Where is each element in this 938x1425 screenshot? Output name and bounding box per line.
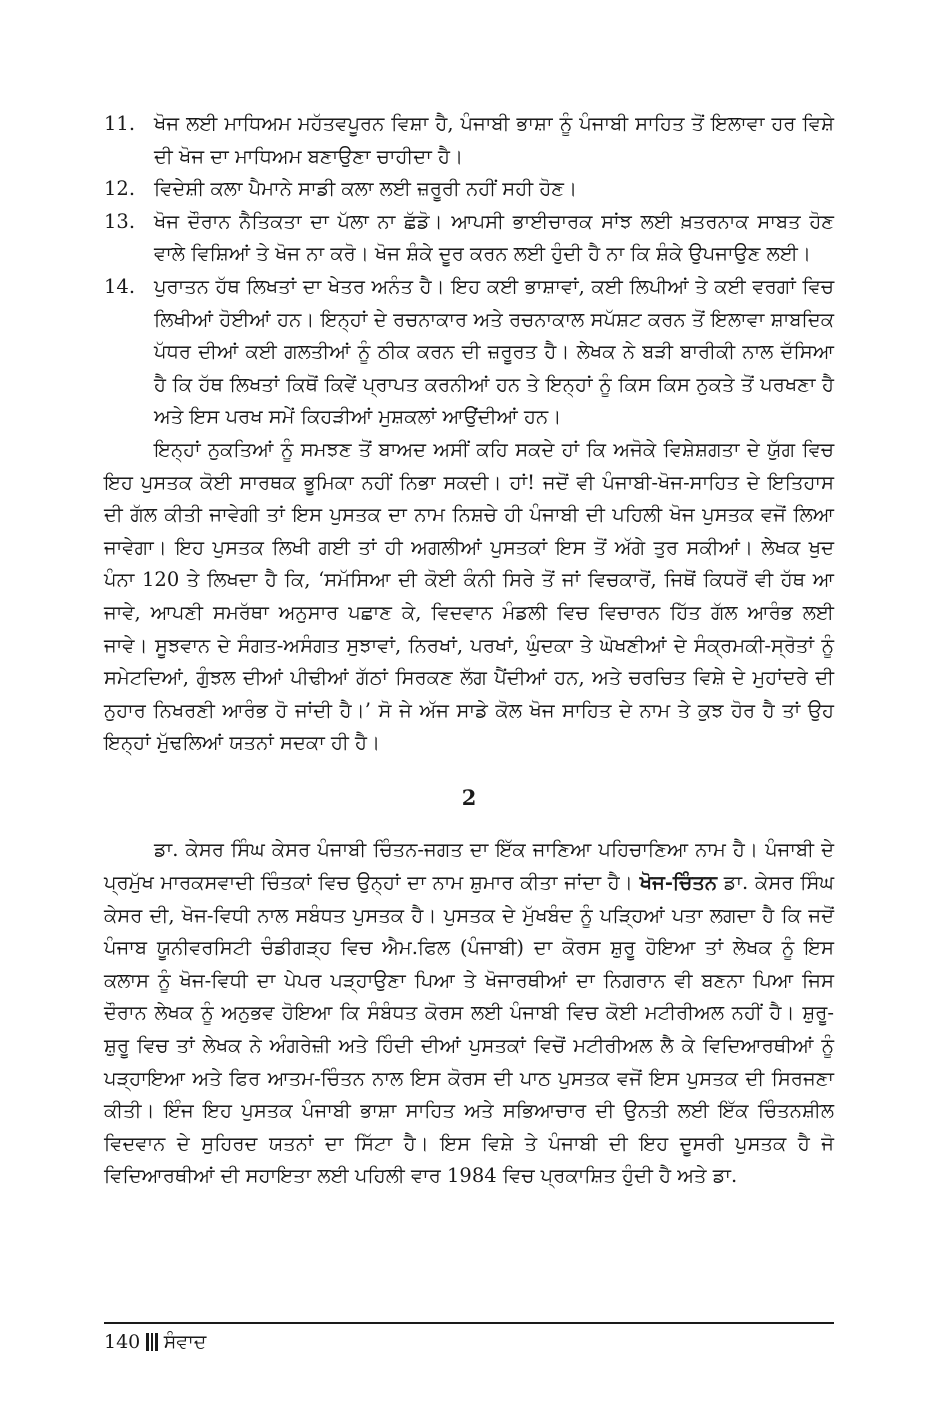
- paragraph-text-start: ਡਾ. ਕੇਸਰ ਸਿੰਘ ਕੇਸਰ ਪੰਜਾਬੀ ਚਿੰਤਨ-ਜਗਤ ਦਾ ਇੱਕ ਜਾਣਿਆ ਪਹਿਚਾਣਿਆ ਨਾਮ ਹੈ। ਪੰਜਾਬੀ ਦੇ ਪ੍ਰਮੁੱਖ ਮਾਰਕਸਵਾਦੀ ਚਿੰਤਕਾਂ ਵਿਚ ਉਨ੍ਹਾਂ ਦਾ ਨਾਮ ਸ਼ੁਮਾਰ ਕੀਤਾ ਜਾਂਦਾ ਹੈ।: [104, 838, 834, 895]
- book-title-bold: ਖੋਜ-ਚਿੰਤਨ: [639, 871, 718, 895]
- list-item-13: [104, 206, 834, 271]
- body-paragraph-1: ਇਨ੍ਹਾਂ ਨੁਕਤਿਆਂ ਨੂੰ ਸਮਝਣ ਤੋਂ ਬਾਅਦ ਅਸੀਂ ਕਹਿ ਸਕਦੇ ਹਾਂ ਕਿ ਅਜੋਕੇ ਵਿਸ਼ੇਸ਼ਗਤਾ ਦੇ ਯੁੱਗ ਵਿਚ ਇਹ ਪੁਸਤਕ ਕੋਈ ਸਾਰਥਕ ਭੂਮਿਕਾ ਨਹੀਂ ਨਿਭਾ ਸਕਦੀ। ਹਾਂ! ਜਦੋਂ ਵੀ ਪੰਜਾਬੀ-ਖੋਜ-ਸਾਹਿਤ ਦੇ ਇਤਿਹਾਸ ਦੀ ਗੱਲ ਕੀਤੀ ਜਾਵੇਗੀ ਤਾਂ ਇਸ ਪੁਸਤਕ ਦਾ ਨਾਮ ਨਿਸ਼ਚੇ ਹੀ ਪੰਜਾਬੀ ਦੀ ਪਹਿਲੀ ਖੋਜ ਪੁਸਤਕ ਵਜੋਂ ਲਿਆ ਜਾਵੇਗਾ। ਇਹ ਪੁਸਤਕ ਲਿਖੀ ਗਈ ਤਾਂ ਹੀ ਅਗਲੀਆਂ ਪੁਸਤਕਾਂ ਇਸ ਤੋਂ ਅੱਗੇ ਤੁਰ ਸਕੀਆਂ। ਲੇਖਕ ਖੁਦ ਪੰਨਾ 120 ਤੇ ਲਿਖਦਾ ਹੈ ਕਿ, ‘ਸਮੱਸਿਆ ਦੀ ਕੋਈ ਕੰਨੀ ਸਿਰੇ ਤੋਂ ਜਾਂ ਵਿਚਕਾਰੋਂ, ਜਿਥੋਂ ਕਿਧਰੋਂ ਵੀ ਹੱਥ ਆ ਜਾਵੇ, ਆਪਣੀ ਸਮਰੱਥਾ ਅਨੁਸਾਰ ਪਛਾਣ ਕੇ, ਵਿਦਵਾਨ ਮੰਡਲੀ ਵਿਚ ਵਿਚਾਰਨ ਹਿੱਤ ਗੱਲ ਆਰੰਭ ਲਈ ਜਾਵੇ। ਸੂਝਵਾਨ ਦੇ ਸੰਗਤ-ਅਸੰਗਤ ਸੁਝਾਵਾਂ, ਨਿਰਖਾਂ, ਪਰਖਾਂ, ਘੁੰਦਕਾ ਤੇ ਘੋਖਣੀਆਂ ਦੇ ਸੰਕ੍ਰਮਕੀ-ਸ੍ਰੋਤਾਂ ਨੂੰ ਸਮੇਟਦਿਆਂ, ਗੁੰਝਲ ਦੀਆਂ ਪੀਢੀਆਂ ਗੱਠਾਂ ਸਿਰਕਣ ਲੱਗ ਪੈਂਦੀਆਂ ਹਨ, ਅਤੇ ਚਰਚਿਤ ਵਿਸ਼ੇ ਦੇ ਮੁਹਾਂਦਰੇ ਦੀ ਨੁਹਾਰ ਨਿਖਰਣੀ ਆਰੰਭ ਹੋ ਜਾਂਦੀ ਹੈ।’ ਸੋ ਜੇ ਅੱਜ ਸਾਡੇ ਕੋਲ ਖੋਜ ਸਾਹਿਤ ਦੇ ਨਾਮ ਤੇ ਕੁਝ ਹੋਰ ਹੈ ਤਾਂ ਉਹ ਇਨ੍ਹਾਂ ਮੁੱਢਲਿਆਂ ਯਤਨਾਂ ਸਦਕਾ ਹੀ ਹੈ।: [104, 437, 834, 755]
- list-item-12: [104, 173, 834, 206]
- page-number: 140: [104, 1331, 141, 1353]
- list-item-11: [104, 108, 834, 173]
- page-body: [104, 108, 834, 1193]
- list-item-number: 12.: [104, 177, 136, 201]
- list-item-number: 14.: [104, 274, 136, 298]
- list-item-text: ਵਿਦੇਸ਼ੀ ਕਲਾ ਪੈਮਾਨੇ ਸਾਡੀ ਕਲਾ ਲਈ ਜ਼ਰੂਰੀ ਨਹੀਂ ਸਹੀ ਹੋਣ।: [154, 177, 578, 201]
- bars-ornament-icon: [146, 1333, 158, 1351]
- section-heading: 2: [461, 784, 477, 810]
- list-item-text: ਖੋਜ ਲਈ ਮਾਧਿਅਮ ਮਹੱਤਵਪੂਰਨ ਵਿਸ਼ਾ ਹੈ, ਪੰਜਾਬੀ ਭਾਸ਼ਾ ਨੂੰ ਪੰਜਾਬੀ ਸਾਹਿਤ ਤੋਂ ਇਲਾਵਾ ਹਰ ਵਿਸ਼ੇ ਦੀ ਖੋਜ ਦਾ ਮਾਧਿਅਮ ਬਣਾਉਣਾ ਚਾਹੀਦਾ ਹੈ।: [154, 112, 834, 168]
- page-footer: [104, 1329, 206, 1355]
- footer-divider: [104, 1322, 834, 1324]
- list-item-number: 13.: [104, 209, 136, 233]
- list-item-text: ਖੋਜ ਦੌਰਾਨ ਨੈਤਿਕਤਾ ਦਾ ਪੱਲਾ ਨਾ ਛੱਡੋ। ਆਪਸੀ ਭਾਈਚਾਰਕ ਸਾਂਝ ਲਈ ਖ਼ਤਰਨਾਕ ਸਾਬਤ ਹੋਣ ਵਾਲੇ ਵਿਸ਼ਿਆਂ ਤੇ ਖੋਜ ਨਾ ਕਰੋ। ਖੋਜ ਸ਼ੰਕੇ ਦੂਰ ਕਰਨ ਲਈ ਹੁੰਦੀ ਹੈ ਨਾ ਕਿ ਸ਼ੰਕੇ ਉਪਜਾਉਣ ਲਈ।: [154, 209, 834, 266]
- list-item-number: 11.: [104, 112, 136, 135]
- list-item-14: [104, 271, 834, 434]
- paragraph-text-rest: ਡਾ. ਕੇਸਰ ਸਿੰਘ ਕੇਸਰ ਦੀ, ਖੋਜ-ਵਿਧੀ ਨਾਲ ਸਬੰਧਤ ਪੁਸਤਕ ਹੈ। ਪੁਸਤਕ ਦੇ ਮੁੱਖਬੰਦ ਨੂੰ ਪੜ੍ਹਿਆਂ ਪਤਾ ਲਗਦਾ ਹੈ ਕਿ ਜਦੋਂ ਪੰਜਾਬ ਯੂਨੀਵਰਸਿਟੀ ਚੰਡੀਗੜ੍ਹ ਵਿਚ ਐਮ.ਫਿਲ (ਪੰਜਾਬੀ) ਦਾ ਕੋਰਸ ਸ਼ੁਰੂ ਹੋਇਆ ਤਾਂ ਲੇਖਕ ਨੂੰ ਇਸ ਕਲਾਸ ਨੂੰ ਖੋਜ-ਵਿਧੀ ਦਾ ਪੇਪਰ ਪੜ੍ਹਾਉਣਾ ਪਿਆ ਤੇ ਖੋਜਾਰਥੀਆਂ ਦਾ ਨਿਗਰਾਨ ਵੀ ਬਣਨਾ ਪਿਆ ਜਿਸ ਦੌਰਾਨ ਲੇਖਕ ਨੂੰ ਅਨੁਭਵ ਹੋਇਆ ਕਿ ਸੰਬੰਧਤ ਕੋਰਸ ਲਈ ਪੰਜਾਬੀ ਵਿਚ ਕੋਈ ਮਟੀਰੀਅਲ ਨਹੀਂ ਹੈ। ਸ਼ੁਰੂ-ਸ਼ੁਰੂ ਵਿਚ ਤਾਂ ਲੇਖਕ ਨੇ ਅੰਗਰੇਜ਼ੀ ਅਤੇ ਹਿੰਦੀ ਦੀਆਂ ਪੁਸਤਕਾਂ ਵਿਚੋਂ ਮਟੀਰੀਅਲ ਲੈ ਕੇ ਵਿਦਿਆਰਥੀਆਂ ਨੂੰ ਪੜ੍ਹਾਇਆ ਅਤੇ ਫਿਰ ਆਤਮ-ਚਿੰਤਨ ਨਾਲ ਇਸ ਕੋਰਸ ਦੀ ਪਾਠ ਪੁਸਤਕ ਵਜੋਂ ਇਸ ਪੁਸਤਕ ਦੀ ਸਿਰਜਣਾ ਕੀਤੀ। ਇੰਜ ਇਹ ਪੁਸਤਕ ਪੰਜਾਬੀ ਭਾਸ਼ਾ ਸਾਹਿਤ ਅਤੇ ਸਭਿਆਚਾਰ ਦੀ ਉਨਤੀ ਲਈ ਇੱਕ ਚਿੰਤਨਸ਼ੀਲ ਵਿਦਵਾਨ ਦੇ ਸੁਹਿਰਦ ਯਤਨਾਂ ਦਾ ਸਿੱਟਾ ਹੈ। ਇਸ ਵਿਸ਼ੇ ਤੇ ਪੰਜਾਬੀ ਦੀ ਇਹ ਦੂਸਰੀ ਪੁਸਤਕ ਹੈ ਜੋ ਵਿਦਿਆਰਥੀਆਂ ਦੀ ਸਹਾਇਤਾ ਲਈ ਪਹਿਲੀ ਵਾਰ 1984 ਵਿਚ ਪ੍ਰਕਾਸ਼ਿਤ ਹੁੰਦੀ ਹੈ ਅਤੇ ਡਾ.: [104, 871, 834, 1188]
- list-item-text: ਪੁਰਾਤਨ ਹੱਥ ਲਿਖਤਾਂ ਦਾ ਖੇਤਰ ਅਨੰਤ ਹੈ। ਇਹ ਕਈ ਭਾਸ਼ਾਵਾਂ, ਕਈ ਲਿਪੀਆਂ ਤੇ ਕਈ ਵਰਗਾਂ ਵਿਚ ਲਿਖੀਆਂ ਹੋਈਆਂ ਹਨ। ਇਨ੍ਹਾਂ ਦੇ ਰਚਨਾਕਾਰ ਅਤੇ ਰਚਨਾਕਾਲ ਸਪੱਸ਼ਟ ਕਰਨ ਤੋਂ ਇਲਾਵਾ ਸ਼ਾਬਦਿਕ ਪੱਧਰ ਦੀਆਂ ਕਈ ਗਲਤੀਆਂ ਨੂੰ ਠੀਕ ਕਰਨ ਦੀ ਜ਼ਰੂਰਤ ਹੈ। ਲੇਖਕ ਨੇ ਬੜੀ ਬਾਰੀਕੀ ਨਾਲ ਦੱਸਿਆ ਹੈ ਕਿ ਹੱਥ ਲਿਖਤਾਂ ਕਿਥੋਂ ਕਿਵੇਂ ਪ੍ਰਾਪਤ ਕਰਨੀਆਂ ਹਨ ਤੇ ਇਨ੍ਹਾਂ ਨੂੰ ਕਿਸ ਕਿਸ ਨੁਕਤੇ ਤੋਂ ਪਰਖਣਾ ਹੈ ਅਤੇ ਇਸ ਪਰਖ ਸਮੇਂ ਕਿਹੜੀਆਂ ਮੁਸ਼ਕਲਾਂ ਆਉਂਦੀਆਂ ਹਨ।: [154, 274, 834, 429]
- body-paragraph-2: [104, 834, 834, 1193]
- journal-name: ਸੰਵਾਦ: [163, 1331, 207, 1353]
